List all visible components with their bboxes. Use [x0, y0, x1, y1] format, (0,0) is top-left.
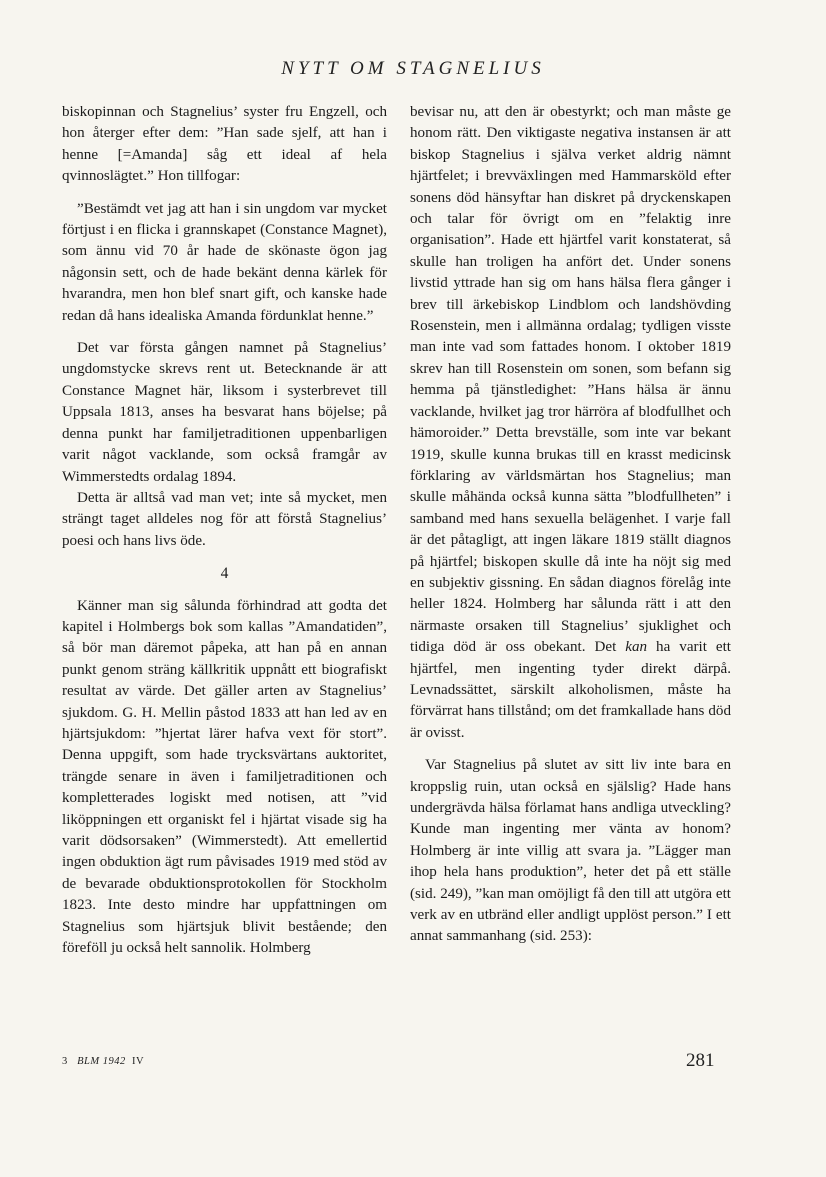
signature-number: 3	[62, 1056, 68, 1067]
right-paragraph-1	[410, 102, 731, 744]
right-paragraph-2: Var Stagnelius på slutet av sitt liv inte bara en kroppslig ruin, utan också en själslig? Hade hans undergrävda hälsa förlamat hans andliga utveckling? Kunde man ingenting mer vänta av honom? Holmberg är inte villig att svara ja. ”Lägger man ihop hela hans produktion”, heter det på ett ställe (sid. 249), ”kan man omöjligt få den till att utgöra ett verk av en utbränd eller andligt upplöst person.” I ett annat sammanhang (sid. 253):	[410, 757, 731, 945]
signature-roman: IV	[132, 1056, 145, 1067]
left-paragraph-1: biskopinnan och Stagnelius’ syster fru Engzell, och hon återger efter dem: ”Han sade sjelf, att han i henne [=Amanda] såg ett ideal af hela qvinnoslägtet.” Hon tillfogar:	[62, 104, 387, 185]
left-paragraph-4: Känner man sig sålunda förhindrad att godta det kapitel i Holmbergs bok som kallas ”Amandatiden”, så bör man däremot påpeka, att han på en annan punkt genom sträng källkritik uppnått ett biografiskt resultat av värde. Det gäller arten av Stagnelius’ sjukdom. G. H. Mellin påstod 1833 att han led av en hjärtsjukdom: ”hjertat lärer hafva vext för stort”. Denna uppgift, som hade trycksvärtans auktoritet, trängde senare in även i familjetraditionen och kompletterades logiskt med notisen, att ”vid liköppningen ett organiskt fel i hjärtat visade sig ha varit dödsorsaken” (Wimmerstedt). Att emellertid ingen obduktion ägt rum påvisades 1919 med stöd av de bevarade obduktionsprotokollen för Stockholm 1823. Inte desto mindre har uppfattningen om Stagnelius som hjärtsjuk blivit bestående; den föreföll ju också helt sannolik. Holmberg	[62, 597, 387, 957]
running-title: NYTT OM STAGNELIUS	[281, 58, 545, 79]
emphasized-word: kan	[625, 639, 648, 656]
page-number: 281	[686, 1050, 715, 1071]
spacer	[62, 327, 387, 338]
spacer	[62, 188, 387, 199]
left-paragraph-2: Det var första gången namnet på Stagnelius’ ungdomstycke skrevs rent ut. Betecknande är att Constance Magnet här, liksom i systerbrevet till Uppsala 1813, anses ha besvarat hans böjelse; på denna punkt har familjetraditionen uppenbarligen varit något vacklande, som också framgår av Wimmerstedts ordalag 1894.	[62, 340, 387, 485]
right-column	[410, 102, 731, 948]
spacer	[62, 552, 387, 563]
printer-signature	[62, 1056, 144, 1067]
right-paragraph-1-part-a: bevisar nu, att den är obestyrkt; och man måste ge honom rätt. Den viktigaste negativa instansen är att biskop Stagnelius i själva verket aldrig nämnt hjärtfelet; i brevväxlingen med Hammarsköld efter sonens död hänsyftar han diskret på dryckenskapen och talar för övrigt om en ”felaktig inre organisation”. Hade ett hjärtfel varit konstaterat, så skulle han troligen ha anfört det. Under sonens livstid yttrade han sig om hans hälsa flera gånger i brev till ärkebiskop Lindblom och landshövding Rosenstein, men i allmänna ordalag; tydligen visste man inte vad som fattades honom. I oktober 1819 skrev han till Rosenstein om sonen, som befann sig hemma på tjänstledighet: ”Hans hälsa är ännu vacklande, hvilket jag tror härröra af blodfullhet och hämoroider.” Detta brevställe, som inte var bekant 1919, skulle kunna brukas till en krasst medicinsk förklaring av världsmärtan hos Stagnelius; man skulle måhända också kunna sätta ”blodfullheten” i samband med hans sexuella belägenhet. I varje fall är det påtagligt, att ingen läkare 1819 ställt diagnos på hjärtfel; biskopen skulle då inte ha nöjt sig med en subjektiv gissning. En sådan diagnos förelåg inte heller 1824. Holmberg har sålunda rätt i att den närmaste orsaken till Stagnelius’ sjuklighet och tidiga död är oss obekant. Det	[410, 104, 731, 656]
left-column	[62, 102, 387, 959]
right-paragraph-1-part-b: ha varit ett hjärtfel, men ingenting tyder direkt därpå. Levnadssättet, särskilt alkoholismen, måste ha förvärrat hans tillstånd; om det framkallade hans död är ovisst.	[410, 639, 731, 741]
left-paragraph-3: Detta är alltså vad man vet; inte så mycket, men strängt taget alldeles nog för att förstå Stagnelius’ poesi och hans livs öde.	[62, 489, 387, 549]
signature-journal: BLM 1942	[77, 1056, 126, 1067]
block-quote-text: ”Bestämdt vet jag att han i sin ungdom var mycket förtjust i en flicka i grannskapet (Constance Magnet), som ännu vid 70 år hade de skönaste ögon jag någonsin sett, och de hade bekänt denna kärlek för hvarandra, men hon blef snart gift, och kanske hade redan då hans idealiska Amanda fördunklat henne.”	[62, 200, 387, 324]
spacer	[410, 744, 731, 755]
section-number: 4	[220, 565, 229, 583]
block-quote	[62, 199, 387, 327]
spacer	[62, 585, 387, 596]
